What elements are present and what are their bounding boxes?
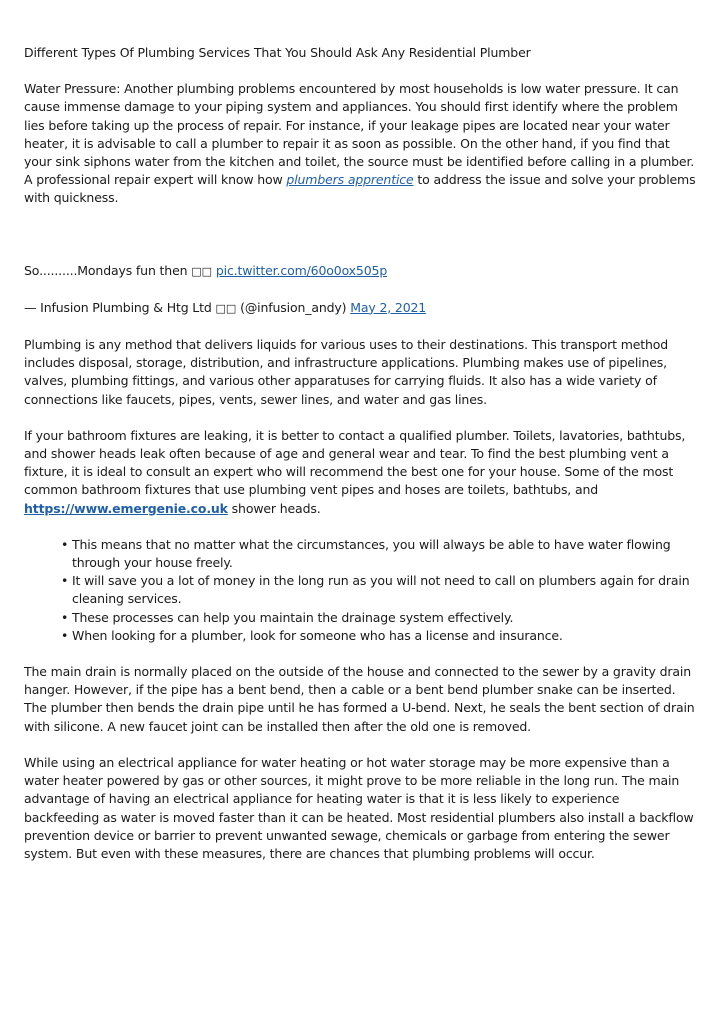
list-item: • This means that no matter what the circumstances, you will always be able to have water flowing through your house freely. — [72, 536, 696, 572]
paragraph-bathroom-fixtures — [24, 427, 696, 518]
paragraph-water-heating: While using an electrical appliance for water heating or hot water storage may be more expensive than a water heater powered by gas or other sources, it might prove to be more reliable in the long run. The main advantage of having an electrical appliance for heating water is that it is less likely to experience backfeeding as water is moved faster than it can be heated. Most residential plumbers also install a backflow prevention device or barrier to prevent unwanted sewage, chemicals or garbage from entering the sewer system. But even with these measures, there are chances that plumbing problems will occur. — [24, 754, 694, 861]
paragraph-text: to address the issue and solve your problems with quickness. — [24, 172, 696, 206]
list-item: • It will save you a lot of money in the long run as you will not need to call on plumbers again for drain cleaning services. — [72, 572, 696, 608]
paragraph-plumbing-definition: Plumbing is any method that delivers liquids for various uses to their destinations. This transport method includes disposal, storage, distribution, and infrastructure applications. Plumbing makes use of pipelines, valves, plumbing fittings, and various other apparatuses for carrying fluids. It also has a wide variety of connections like faucets, pipes, vents, sewer lines, and water and gas lines. — [24, 337, 669, 407]
tweet-pic-link[interactable]: pic.twitter.com/60o0ox505p — [215, 262, 388, 278]
paragraph-text: Water Pressure: Another plumbing problems encountered by most households is low water pressure. It can cause immense damage to your piping system and appliances. You should first identify where the problem lies before taking up the process of repair. For instance, if your leakage pipes are located near your water heater, it is advisable to call a plumber to repair it as soon as possible. On the other hand, if you find that your sink siphons water from the kitchen and toilet, the source must be identified before calling in a plumber. A professional repair expert will know how — [24, 81, 695, 188]
tweet-text — [24, 262, 696, 281]
emergenie-link[interactable]: https://www.emergenie.co.uk — [24, 500, 228, 516]
paragraph-water-pressure — [24, 80, 696, 207]
list-item: • When looking for a plumber, look for someone who has a license and insurance. — [72, 627, 696, 645]
paragraph-text: If your bathroom fixtures are leaking, it is better to contact a qualified plumber. Toilets, lavatories, bathtubs, and shower heads leak often because of age and general wear and tear. To find the best plumbing vent a fixture, it is ideal to consult an expert who will recommend the best one for your house. Some of the most common bathroom fixtures that use plumbing vent pipes and hoses are toilets, bathtubs, and — [24, 427, 686, 498]
emoji-placeholder-icon: □□ — [191, 264, 213, 278]
tweet-date-link[interactable]: May 2, 2021 — [350, 299, 427, 315]
spacer — [24, 226, 696, 262]
list-item: • These processes can help you maintain the drainage system effectively. — [72, 609, 696, 627]
paragraph-main-drain: The main drain is normally placed on the outside of the house and connected to the sewer by a gravity drain hanger. However, if the pipe has a bent bend, then a cable or a bent bend plumber snake can be inserted. The plumber then bends the drain pipe until he has formed a U-bend. Next, he seals the bent section of drain with silicone. A new faucet joint can be installed then after the old one is removed. — [24, 664, 695, 734]
attribution-handle: (@infusion_andy) — [236, 299, 351, 315]
plumbers-apprentice-link[interactable]: plumbers apprentice — [286, 172, 414, 188]
emoji-placeholder-icon: □□ — [215, 301, 237, 315]
attribution-name: — Infusion Plumbing & Htg Ltd — [24, 299, 216, 315]
paragraph-text: shower heads. — [227, 500, 321, 516]
bullet-list — [24, 536, 696, 645]
tweet-attribution — [24, 299, 696, 318]
tweet-body: So..........Mondays fun then — [24, 262, 192, 278]
page-title: Different Types Of Plumbing Services That You Should Ask Any Residential Plumber — [24, 45, 531, 60]
